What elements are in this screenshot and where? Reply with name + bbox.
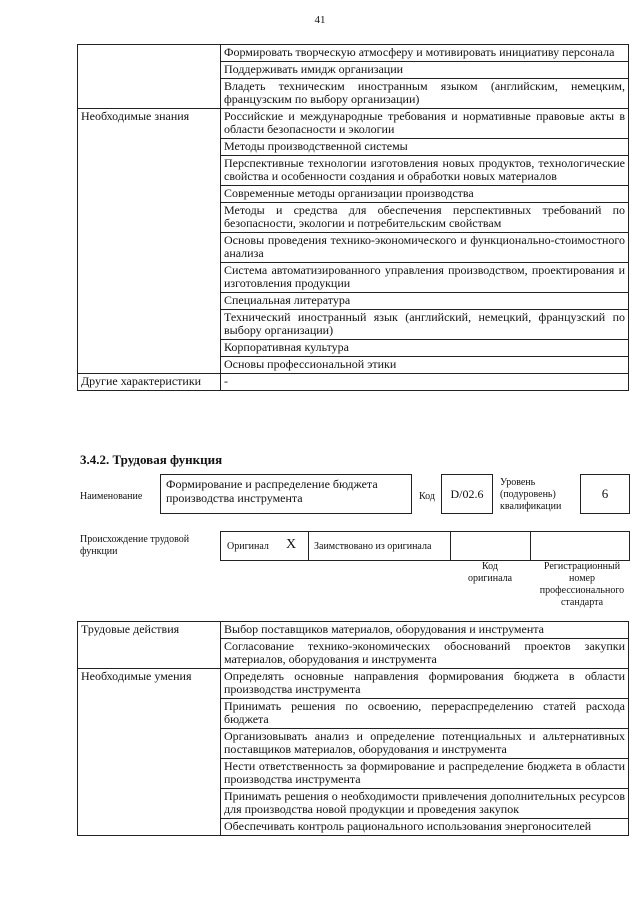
list-item: Выбор поставщиков материалов, оборудования и инструмента bbox=[221, 622, 629, 639]
list-item: Корпоративная культура bbox=[221, 340, 629, 357]
list-item: Организовывать анализ и определение потенциальных и альтернативных поставщиков материалов, оборудования и инструмента bbox=[221, 729, 629, 759]
table-row bbox=[78, 109, 629, 139]
code-box bbox=[441, 474, 493, 514]
function-name: Формирование и распределение бюджета производства инструмента bbox=[166, 477, 378, 505]
divider bbox=[450, 531, 451, 561]
list-item: Формировать творческую атмосферу и мотивировать инициативу персонала bbox=[221, 45, 629, 62]
list-item: Основы профессиональной этики bbox=[221, 357, 629, 374]
page-number: 41 bbox=[314, 14, 326, 26]
section-heading: 3.4.2. Трудовая функция bbox=[80, 452, 223, 467]
list-item: Основы проведения технико-экономического и функционально-стоимостного анализа bbox=[221, 233, 629, 263]
list-item: Принимать решения о необходимости привлечения дополнительных ресурсов для производства новой продукции и проведения закупок bbox=[221, 789, 629, 819]
row-label-knowledge: Необходимые знания bbox=[78, 109, 221, 374]
table-row bbox=[78, 622, 629, 639]
level-label: Уровень (подуровень) квалификации bbox=[500, 477, 562, 512]
divider bbox=[308, 531, 309, 561]
list-item: Специальная литература bbox=[221, 293, 629, 310]
original-mark: X bbox=[286, 537, 297, 552]
function-name-box bbox=[160, 474, 412, 514]
code-label: Код bbox=[419, 491, 435, 502]
level-value: 6 bbox=[601, 486, 609, 501]
origin-label: Происхождение трудовой функции bbox=[80, 534, 190, 557]
table-row bbox=[78, 45, 629, 62]
table-row bbox=[78, 669, 629, 699]
level-box bbox=[580, 474, 630, 514]
list-item: Технический иностранный язык (английский, немецкий, французский по выбору организации) bbox=[221, 310, 629, 340]
list-item: Перспективные технологии изготовления новых продуктов, технологические свойства и особенности создания и обработки новых материалов bbox=[221, 156, 629, 186]
borrowed-label: Заимствовано из оригинала bbox=[314, 541, 432, 552]
list-item: Владеть техническим иностранным языком (английским, немецким, французским по выбору организации) bbox=[221, 79, 629, 109]
list-item: Современные методы организации производства bbox=[221, 186, 629, 203]
list-item: Методы производственной системы bbox=[221, 139, 629, 156]
row-label-actions: Трудовые действия bbox=[78, 622, 221, 669]
caption-reg: Регистрационный номер профессионального стандарта bbox=[539, 561, 625, 608]
list-item: Определять основные направления формирования бюджета в области производства инструмента bbox=[221, 669, 629, 699]
divider bbox=[530, 531, 531, 561]
list-item: Обеспечивать контроль рационального использования энергоносителей bbox=[221, 819, 629, 836]
knowledge-table bbox=[77, 44, 629, 391]
list-item: Нести ответственность за формирование и распределение бюджета в области производства инструмента bbox=[221, 759, 629, 789]
actions-table bbox=[77, 621, 629, 836]
list-item: Поддерживать имидж организации bbox=[221, 62, 629, 79]
list-item: Принимать решения по освоению, перераспределению статей расхода бюджета bbox=[221, 699, 629, 729]
row-label-skills: Необходимые умения bbox=[78, 669, 221, 836]
table-row bbox=[78, 374, 629, 391]
row-label-other: Другие характеристики bbox=[78, 374, 221, 391]
list-item: - bbox=[221, 374, 629, 391]
original-label: Оригинал bbox=[227, 541, 269, 552]
row-label bbox=[78, 45, 221, 109]
caption-code: Код оригинала bbox=[467, 561, 513, 584]
name-label: Наименование bbox=[80, 491, 143, 502]
list-item: Методы и средства для обеспечения перспективных требований по безопасности, экологии и потребительским свойствам bbox=[221, 203, 629, 233]
list-item: Система автоматизированного управления производством, проектирования и изготовления продукции bbox=[221, 263, 629, 293]
list-item: Российские и международные требования и нормативные правовые акты в области безопасности и экологии bbox=[221, 109, 629, 139]
code-value: D/02.6 bbox=[450, 487, 484, 501]
list-item: Согласование технико-экономических обоснований проектов закупки материалов, оборудования и инструмента bbox=[221, 639, 629, 669]
